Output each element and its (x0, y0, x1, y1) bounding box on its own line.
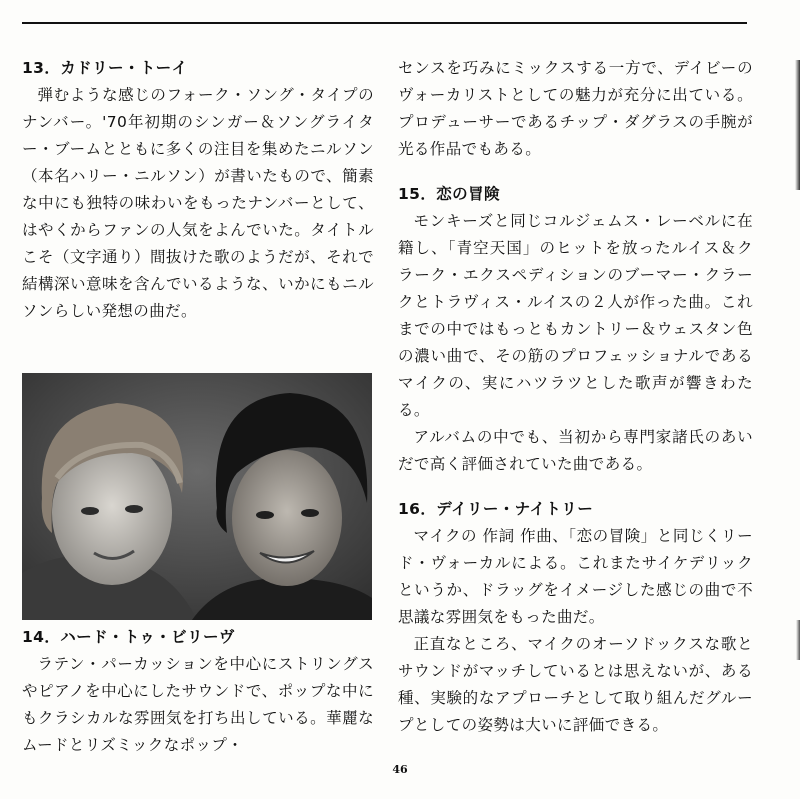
section-14-continued-paragraph: センスを巧みにミックスする一方で、デイビーのヴォーカリストとしての魅力が充分に出ている。プロデューサーであるチップ・ダグラスの手腕が光る作品でもある。 (398, 59, 753, 158)
page-edge-shadow (796, 620, 800, 660)
section-gap (398, 163, 753, 181)
band-photo-graphic (22, 373, 372, 620)
section-14-block (22, 624, 374, 759)
section-15-paragraph-1: モンキーズと同じコルジェムス・レーベルに在籍し、「青空天国」のヒットを放ったルイス＆クラーク・エクスペディションのブーマー・クラークとトラヴィス・ルイスの２人が作った曲。これまでの中ではもっともカントリー＆ウェスタン色の濃い曲で、その筋のプロフェッショナルであるマイクの、実にハツラツとした歌声が響きわたる。 (398, 212, 753, 419)
section-16-paragraph-1: マイクの 作詞 作曲、「恋の冒険」と同じくリード・ヴォーカルによる。これまたサイケデリックというか、ドラッグをイメージした感じの曲で不思議な雰囲気をもった曲だ。 (398, 527, 753, 626)
right-column (398, 55, 753, 739)
section-13-paragraph: 弾むような感じのフォーク・ソング・タイプのナンバー。'70年初期のシンガー＆ソングライター・ブームとともに多くの注目を集めたニルソン（本名ハリー・ニルソン）が書いたもので、簡素な中にも独特の味わいをもったナンバーとして、はやくからファンの人気をよんでいた。タイトルこそ（文字通り）間抜けた歌のようだが、それで結構深い意味を含んでいるような、いかにもニルソンらしい発想の曲だ。 (22, 86, 374, 320)
top-rule (22, 22, 747, 24)
page-number: 46 (392, 763, 408, 776)
section-15-paragraph-2: アルバムの中でも、当初から専門家諸氏のあいだで高く評価されていた曲である。 (398, 428, 753, 473)
section-14-paragraph: ラテン・パーカッションを中心にストリングスやピアノを中心にしたサウンドで、ポップな中にもクラシカルな雰囲気を打ち出している。華麗なムードとリズミックなポップ・ (22, 655, 374, 754)
section-16-heading: 16．デイリー・ナイトリー (398, 500, 594, 518)
section-14-heading: 14．ハード・トゥ・ビリーヴ (22, 628, 235, 646)
band-photo (22, 373, 372, 620)
section-13-heading: 13．カドリー・トーイ (22, 59, 188, 77)
page-edge-shadow (795, 60, 800, 190)
left-column (22, 55, 374, 325)
section-16-paragraph-2: 正直なところ、マイクのオーソドックスな歌とサウンドがマッチしているとは思えないが、ある種、実験的なアプローチとして取り組んだグループとしての姿勢は大いに評価できる。 (398, 635, 753, 734)
section-gap (398, 478, 753, 496)
section-15-heading: 15．恋の冒険 (398, 185, 500, 203)
